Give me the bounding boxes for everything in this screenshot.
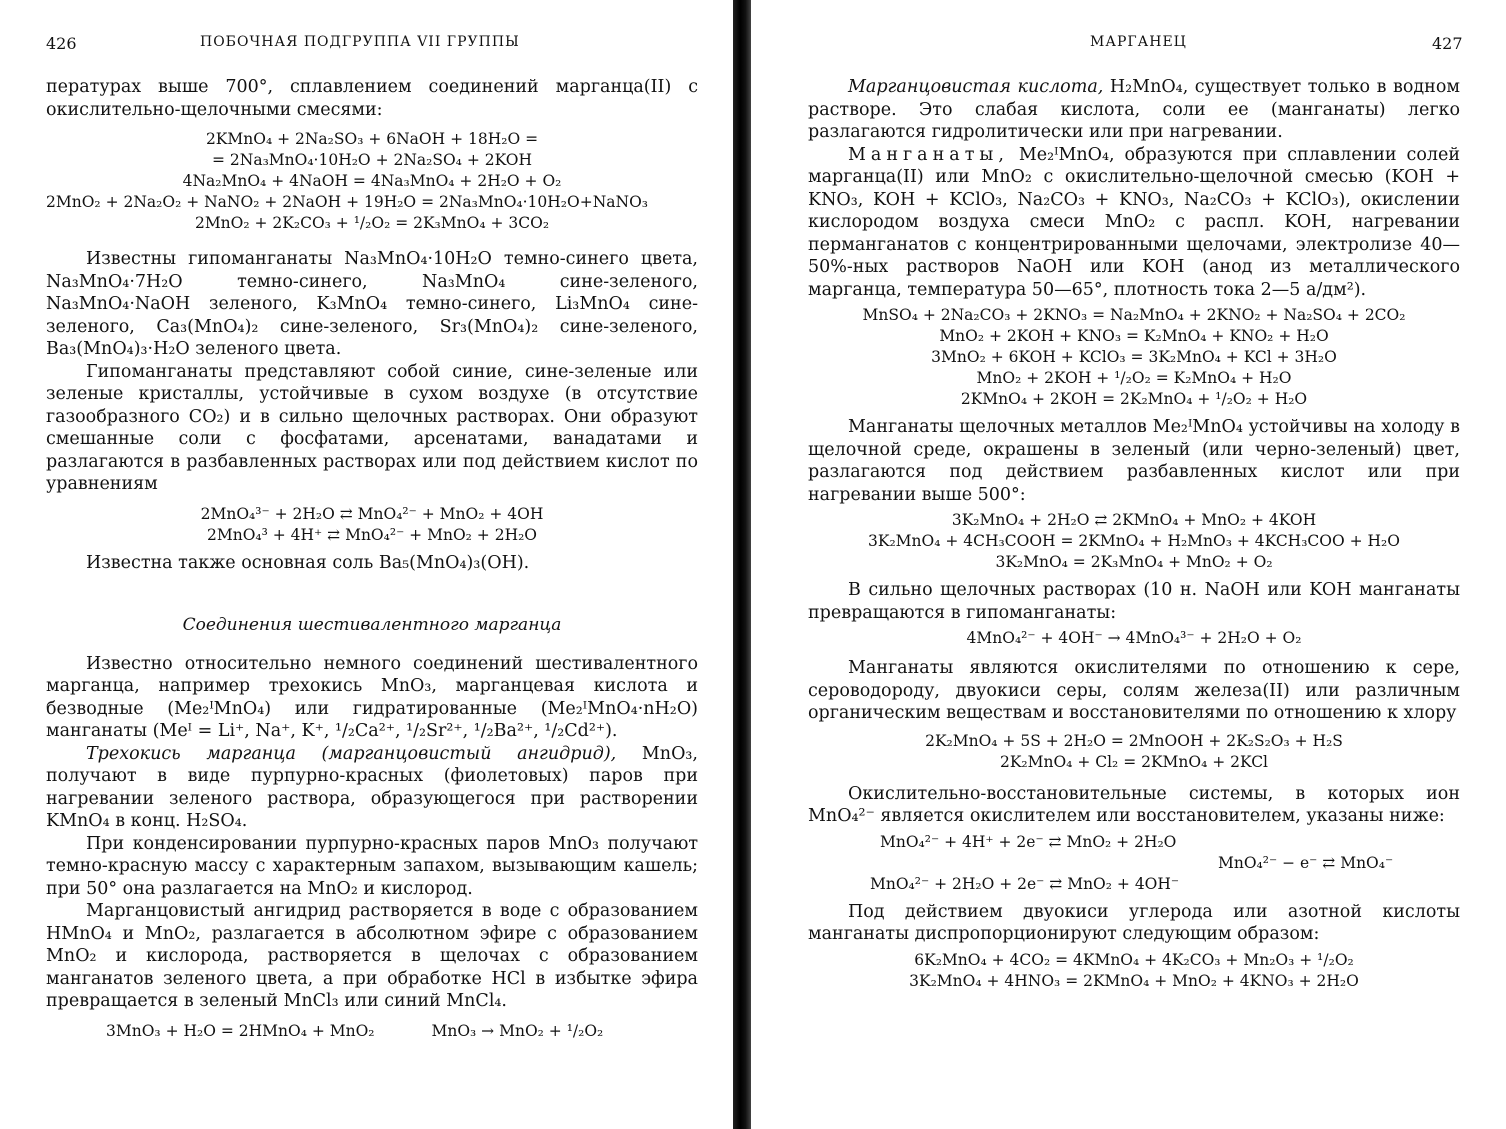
equation: 2KMnO₄ + 2Na₂SO₃ + 6NaOH + 18H₂O =	[205, 130, 539, 148]
paragraph: Известно относительно немного соединений шестивалентного марганца, например трехокись MnO₃, марганцевая кислота и безводные (Me₂ᴵMnO₄) или гидратированные (Me₂ᴵMnO₄·nH₂O) манганаты (Meᴵ = Li⁺, Na⁺, K⁺, ¹/₂Ca²⁺, ¹/₂Sr²⁺, ¹/₂Ba²⁺, ¹/₂Cd²⁺).	[46, 653, 698, 741]
paragraph: Марганцовистая кислота, H₂MnO₄, существует только в водном растворе. Это слабая кислота, соли ее (манганаты) легко разлагаются гидролитически или при нагревании.	[808, 77, 1460, 142]
paragraph: Марганцовистый ангидрид растворяется в воде с образованием HMnO₄ и MnO₂, разлагается в абсолютном эфире с образованием MnO₂ и кислорода, растворяется в щелочах с образованием манганатов зеленого цвета, а при обработке HCl в избытке эфира превращается в зеленый MnCl₃ или синий MnCl₄.	[46, 901, 698, 1011]
page-number-right: 427	[1432, 34, 1463, 53]
paragraph: Окислительно-восстановительные системы, в которых ион MnO₄²⁻ является окислителем или восстановителем, указаны ниже:	[808, 783, 1460, 826]
book-spine	[733, 0, 751, 1129]
section-heading: Соединения шестивалентного марганца	[182, 615, 562, 635]
page-number-left: 426	[46, 34, 77, 53]
equation: MnO₂ + 2KOH + KNO₃ = K₂MnO₄ + KNO₂ + H₂O	[939, 327, 1329, 345]
equation: MnO₂ + 2KOH + ¹/₂O₂ = K₂MnO₄ + H₂O	[976, 369, 1292, 387]
paragraph: В сильно щелочных растворах (10 н. NaOH или KOH манганаты превращаются в гипоманганаты:	[808, 580, 1460, 623]
equation: 3K₂MnO₄ + 4CH₃COOH = 2KMnO₄ + H₂MnO₃ + 4KCH₃COO + H₂O	[868, 532, 1400, 550]
equation: 2MnO₂ + 2Na₂O₂ + NaNO₂ + 2NaOH + 19H₂O = 2Na₃MnO₄·10H₂O+NaNO₃	[46, 193, 648, 211]
equation: 6K₂MnO₄ + 4CO₂ = 4KMnO₄ + 4K₂CO₃ + Mn₂O₃ + ¹/₂O₂	[914, 950, 1354, 969]
paragraph: Под действием двуокиси углерода или азотной кислоты манганаты диспропорционируют следующим образом:	[808, 901, 1460, 944]
right-page	[760, 0, 1506, 1129]
equation: 4Na₂MnO₄ + 4NaOH = 4Na₃MnO₄ + 2H₂O + O₂	[182, 172, 562, 190]
equation: 3MnO₂ + 6KOH + KClO₃ = 3K₂MnO₄ + KCl + 3H₂O	[931, 348, 1337, 366]
equation: MnO₄²⁻ − e⁻ ⇄ MnO₄⁻	[1218, 853, 1394, 872]
running-head-right: МАРГАНЕЦ	[1090, 34, 1187, 50]
paragraph: Известна также основная соль Ba₅(MnO₄)₃(OH).	[86, 552, 530, 573]
equation: 4MnO₄²⁻ + 4OH⁻ → 4MnO₄³⁻ + 2H₂O + O₂	[966, 629, 1302, 647]
paragraph: Трехокись марганца (марганцовистый ангидрид), MnO₃, получают в виде пурпурно-красных (фиолетовых) паров при нагревании зеленого раствора, образующегося при растворении KMnO₄ в конц. H₂SO₄.	[46, 743, 698, 831]
paragraph: Манганаты щелочных металлов Me₂ᴵMnO₄ устойчивы на холоду в щелочной среде, окрашены в зеленый (или черно-зеленый) цвет, разлагаются под действием разбавленных кислот или при нагревании выше 500°:	[808, 417, 1460, 505]
equation: MnSO₄ + 2Na₂CO₃ + 2KNO₃ = Na₂MnO₄ + 2KNO₂ + Na₂SO₄ + 2CO₂	[862, 306, 1406, 324]
equation: 3K₂MnO₄ = 2K₃MnO₄ + MnO₂ + O₂	[995, 553, 1273, 571]
equation: 2MnO₄³ + 4H⁺ ⇄ MnO₄²⁻ + MnO₂ + 2H₂O	[206, 525, 538, 544]
italic-term: Марганцовистая кислота,	[848, 77, 1104, 97]
right-column	[808, 76, 1460, 992]
equation: 2MnO₂ + 2K₂CO₃ + ¹/₂O₂ = 2K₃MnO₄ + 3CO₂	[194, 214, 550, 232]
equation: 2KMnO₄ + 2KOH = 2K₂MnO₄ + ¹/₂O₂ + H₂O	[960, 390, 1308, 408]
left-page	[0, 0, 735, 1129]
equation: 2K₂MnO₄ + Cl₂ = 2KMnO₄ + 2KCl	[999, 752, 1269, 771]
equation: MnO₄²⁻ + 2H₂O + 2e⁻ ⇄ MnO₂ + 4OH⁻	[870, 874, 1180, 893]
paragraph: Манганаты являются окислителями по отношению к сере, сероводороду, двуокиси серы, солям железа(II) или различным органическим веществам и восстановителями по отношению к хлору	[808, 658, 1460, 723]
equation: 3MnO₃ + H₂O = 2HMnO₄ + MnO₂	[106, 1021, 375, 1040]
intro-text: пературах выше 700°, сплавлением соединений марганца(II) с окислительно-щелочными смесями:	[46, 77, 698, 120]
paragraph: Гипоманганаты представляют собой синие, сине-зеленые или зеленые кристаллы, устойчивые в сухом воздухе (в отсутствие газообразного CO₂) и в сильно щелочных растворах. Они образуют смешанные соли с фосфатами, арсенатами, ванадатами и разлагаются в разбавленных растворах или под действием кислот по уравнениям	[46, 361, 698, 494]
equation-row	[46, 1021, 698, 1042]
equation: MnO₃ → MnO₂ + ¹/₂O₂	[431, 1021, 604, 1040]
equation: = 2Na₃MnO₄·10H₂O + 2Na₂SO₄ + 2KOH	[211, 151, 532, 169]
italic-term: Трехокись марганца (марганцовистый ангидрид),	[86, 743, 617, 764]
paragraph: Известны гипоманганаты Na₃MnO₄·10H₂O темно-синего цвета, Na₃MnO₄·7H₂O темно-синего, Na₃MnO₄ сине-зеленого, Na₃MnO₄·NaOH зеленого, K₃MnO₄ темно-синего, Li₃MnO₄ сине-зеленого, Ca₃(MnO₄)₂ сине-зеленого, Sr₃(MnO₄)₂ сине-зеленого, Ba₃(MnO₄)₃·H₂O зеленого цвета.	[46, 249, 698, 359]
equation: 3K₂MnO₄ + 2H₂O ⇄ 2KMnO₄ + MnO₂ + 4KOH	[951, 511, 1317, 529]
equation: 2K₂MnO₄ + 5S + 2H₂O = 2MnOOH + 2K₂S₂O₃ + H₂S	[925, 731, 1343, 750]
left-column	[46, 76, 698, 1042]
running-head-left: ПОБОЧНАЯ ПОДГРУППА VII ГРУППЫ	[200, 34, 520, 50]
spaced-term: Манганаты,	[848, 144, 1009, 165]
equation: MnO₄²⁻ + 4H⁺ + 2e⁻ ⇄ MnO₂ + 2H₂O	[880, 832, 1177, 851]
paragraph: При конденсировании пурпурно-красных паров MnO₃ получают темно-красную массу с характерным запахом, вызывающим кашель; при 50° она разлагается на MnO₂ и кислород.	[46, 833, 698, 899]
paragraph: Манганаты, Me₂ᴵMnO₄, образуются при сплавлении солей марганца(II) или MnO₂ с окислительно-щелочной смесью (KOH + KNO₃, KOH + KClO₃, Na₂CO₃ + KNO₃, Na₂CO₃ + KClO₃), окислении кислородом воздуха смеси MnO₂ с распл. KOH, нагревании перманганатов с концентрированными щелочами, электролизе 40—50%-ных растворов NaOH или KOH (анод из металлического марганца, температура 50—65°, плотность тока 2—5 а/дм²).	[808, 144, 1460, 300]
equation: 2MnO₄³⁻ + 2H₂O ⇄ MnO₄²⁻ + MnO₂ + 4OH	[200, 504, 544, 523]
equation: 3K₂MnO₄ + 4HNO₃ = 2KMnO₄ + MnO₂ + 4KNO₃ + 2H₂O	[909, 971, 1359, 990]
